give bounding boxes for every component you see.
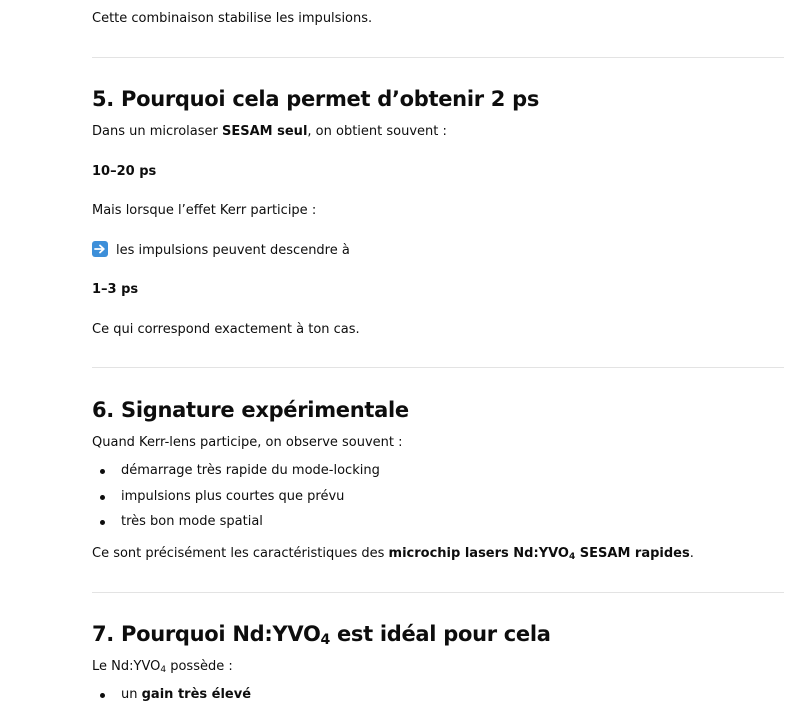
section5-intro-bold: SESAM seul bbox=[222, 124, 308, 139]
summary-bold-b: SESAM rapides bbox=[575, 546, 690, 561]
section6-summary-post: . bbox=[689, 546, 694, 561]
section5-arrow-line bbox=[92, 241, 350, 261]
section5-value-1-3: 1–3 ps bbox=[92, 282, 139, 297]
bullet-pre: un bbox=[121, 687, 142, 702]
section5-intro bbox=[92, 122, 447, 142]
section5-intro-pre: Dans un microlaser bbox=[92, 124, 222, 139]
bullet-icon bbox=[100, 520, 105, 525]
section7-heading-b: est idéal pour cela bbox=[329, 622, 551, 646]
section7-intro-a: Le Nd:YVO bbox=[92, 659, 161, 674]
summary-bold-a: microchip lasers Nd:YVO bbox=[388, 546, 569, 561]
list-item-text: très bon mode spatial bbox=[121, 514, 263, 529]
section5-kerr-line: Mais lorsque l’effet Kerr participe : bbox=[92, 203, 317, 218]
section7-intro-sub: 4 bbox=[160, 665, 167, 675]
section7-heading-sub: 4 bbox=[320, 632, 330, 648]
summary-bold-sub: 4 bbox=[569, 552, 576, 562]
divider bbox=[92, 367, 784, 368]
bullet-bold: gain très élevé bbox=[141, 687, 252, 702]
section5-heading: 5. Pourquoi cela permet d’obtenir 2 ps bbox=[92, 87, 540, 111]
list-item-text: démarrage très rapide du mode-locking bbox=[121, 463, 380, 478]
divider bbox=[92, 57, 784, 58]
bullet-icon bbox=[100, 469, 105, 474]
list-item-text bbox=[121, 685, 251, 705]
section6-intro: Quand Kerr-lens participe, on observe souvent : bbox=[92, 435, 403, 450]
right-arrow-icon bbox=[92, 241, 108, 257]
section6-summary-pre: Ce sont précisément les caractéristiques des bbox=[92, 546, 389, 561]
section6-summary-bold bbox=[389, 546, 690, 561]
section5-conclusion: Ce qui correspond exactement à ton cas. bbox=[92, 322, 360, 337]
section6-summary bbox=[92, 544, 694, 567]
bullet-icon bbox=[100, 495, 105, 500]
list-item-text: impulsions plus courtes que prévu bbox=[121, 489, 345, 504]
section6-heading: 6. Signature expérimentale bbox=[92, 398, 409, 422]
section7-heading-a: 7. Pourquoi Nd:YVO bbox=[92, 622, 321, 646]
section7-heading bbox=[92, 619, 551, 655]
divider bbox=[92, 592, 784, 593]
section5-value-10-20: 10–20 ps bbox=[92, 164, 157, 179]
section7-intro bbox=[92, 657, 233, 680]
section4-tail-text: Cette combinaison stabilise les impulsions. bbox=[92, 11, 373, 26]
section5-intro-post: , on obtient souvent : bbox=[307, 124, 447, 139]
bullet-icon bbox=[100, 693, 105, 698]
section5-arrow-text: les impulsions peuvent descendre à bbox=[116, 243, 350, 258]
section7-intro-b: possède : bbox=[166, 659, 233, 674]
